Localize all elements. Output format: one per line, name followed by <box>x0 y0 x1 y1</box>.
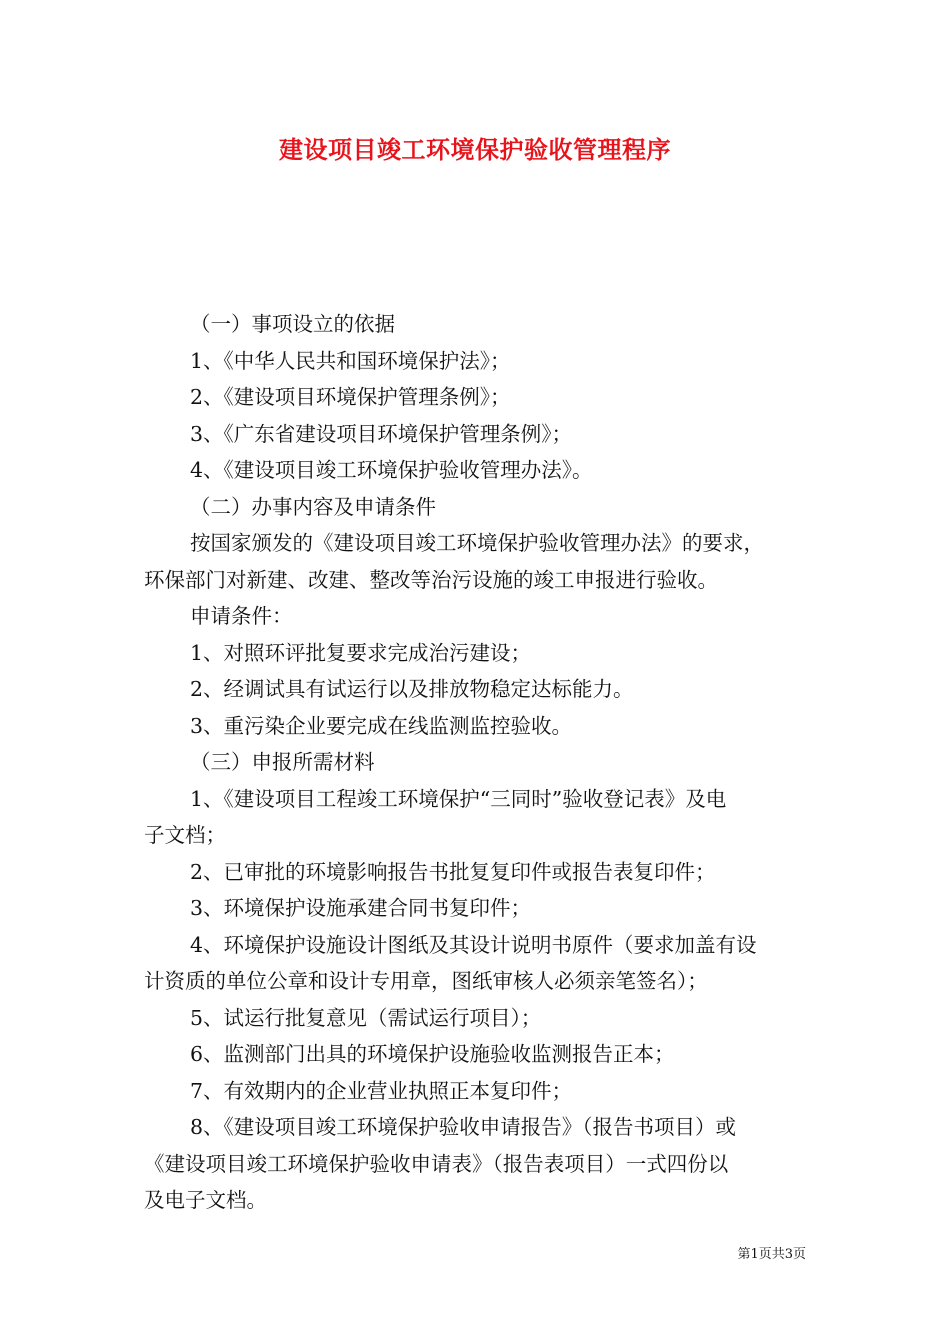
paragraph-line: （三）申报所需材料 <box>190 750 375 774</box>
paragraph-line: 4、环境保护设施设计图纸及其设计说明书原件（要求加盖有设 <box>190 932 757 957</box>
paragraph-line: 3、《广东省建设项目环境保护管理条例》； <box>190 421 573 446</box>
paragraph-line: 《建设项目竣工环境保护验收申请表》（报告表项目）一式四份以 <box>144 1151 729 1176</box>
paragraph-line: 环保部门对新建、改建、整改等治污设施的竣工申报进行验收。 <box>144 567 718 592</box>
paragraph-line: 1、《建设项目工程竣工环境保护“三同时”验收登记表》及电 <box>190 786 727 811</box>
paragraph-line: 按国家颁发的《建设项目竣工环境保护验收管理办法》的要求， <box>190 531 764 555</box>
paragraph-line: 1、对照环评批复要求完成治污建设； <box>190 640 532 665</box>
paragraph-line: 5、试运行批复意见（需试运行项目）； <box>190 1005 542 1030</box>
paragraph-line: （二）办事内容及申请条件 <box>190 494 436 519</box>
paragraph-line: 2、《建设项目环境保护管理条例》； <box>190 385 511 409</box>
paragraph-line: 计资质的单位公章和设计专用章，图纸审核人必须亲笔签名）； <box>144 969 708 993</box>
document-title: 建设项目竣工环境保护验收管理程序 <box>279 135 671 164</box>
paragraph-line: 3、环境保护设施承建合同书复印件； <box>190 896 532 920</box>
paragraph-line: 7、有效期内的企业营业执照正本复印件； <box>190 1078 573 1103</box>
paragraph-line: 8、《建设项目竣工环境保护验收申请报告》（报告书项目）或 <box>190 1115 737 1139</box>
paragraph-line: 4、《建设项目竣工环境保护验收管理办法》。 <box>190 458 593 482</box>
paragraph-line: （一）事项设立的依据 <box>190 312 395 336</box>
paragraph-line: 及电子文档。 <box>144 1188 267 1212</box>
paragraph-line: 子文档； <box>144 823 226 847</box>
paragraph-line: 3、重污染企业要完成在线监测监控验收。 <box>190 713 573 738</box>
paragraph-line: 2、已审批的环境影响报告书批复复印件或报告表复印件； <box>190 859 716 884</box>
paragraph-line: 2、经调试具有试运行以及排放物稳定达标能力。 <box>190 677 634 701</box>
paragraph-line: 申请条件： <box>190 604 293 628</box>
page-footer: 第1页共3页 <box>737 1247 806 1262</box>
document-body <box>144 306 804 1219</box>
paragraph-line: 6、监测部门出具的环境保护设施验收监测报告正本； <box>190 1042 675 1066</box>
paragraph-line: 1、《中华人民共和国环境保护法》； <box>190 348 511 373</box>
